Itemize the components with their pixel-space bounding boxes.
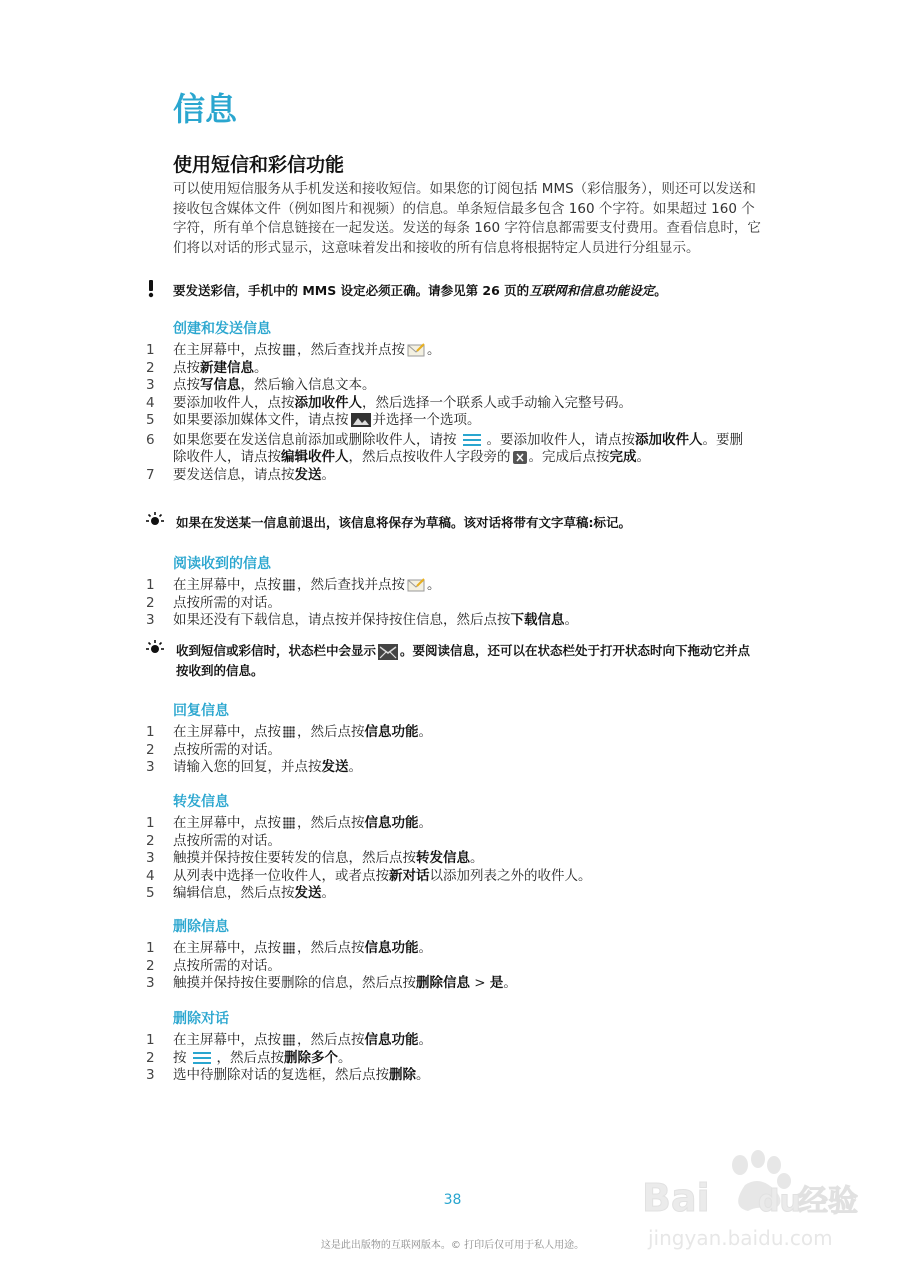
svg-text:经验: 经验: [798, 1184, 858, 1219]
list-item: 1 在主屏幕中，点按 ，然后查找并点按 。: [146, 342, 441, 358]
steps-delete-conversation: [146, 1032, 746, 1085]
steps-delete-message: [146, 940, 746, 993]
steps-reply: [146, 724, 746, 777]
menu-icon: [459, 432, 485, 448]
list-item: 1 在主屏幕中，点按 ，然后点按信息功能。: [146, 724, 432, 740]
list-item: 4 从列表中选择一位收件人，或者点按新对话以添加列表之外的收件人。: [146, 867, 592, 884]
tip-icon: [146, 640, 164, 658]
list-item: 1 在主屏幕中，点按 ，然后点按信息功能。: [146, 815, 432, 831]
list-item: 1 在主屏幕中，点按 ，然后点按信息功能。: [146, 940, 432, 956]
list-item: 3 请输入您的回复，并点按发送。: [146, 759, 362, 775]
list-item: 2 按 ，然后点按删除多个。: [146, 1049, 352, 1066]
envelope-icon: [407, 343, 425, 357]
tip-note-draft: 如果在发送某一信息前退出，该信息将保存为草稿。该对话将带有文字草稿:标记。: [176, 515, 632, 530]
svg-text:Bai: Bai: [642, 1176, 710, 1220]
section-heading-delete-message: 删除信息: [173, 919, 229, 935]
list-item: 5 如果要添加媒体文件，请点按 并选择一个选项。: [146, 412, 481, 428]
section-heading-forward: 转发信息: [173, 794, 229, 810]
apps-icon: [283, 817, 295, 829]
intro-paragraph: 可以使用短信服务从手机发送和接收短信。如果您的订阅包括 MMS（彩信服务），则还可以发送和接收包含媒体文件（例如图片和视频）的信息。单条短信最多包含 160 个字符。如果超过 160 个字符，所有单个信息链接在一起发送。发送的每条 160 字符信息都需要支付费用。查看信息时，它们将以对话的形式显示，这意味着发出和接收的所有信息将根据特定人员进行分组显示。: [173, 181, 761, 256]
svg-text:jingyan.baidu.com: jingyan.baidu.com: [648, 1226, 833, 1250]
page-number: 38: [443, 1192, 462, 1208]
apps-icon: [283, 344, 295, 356]
list-item: 2 点按所需的对话。: [146, 594, 281, 611]
list-item: 3 如果还没有下载信息，请点按并保持按住信息，然后点按下载信息。: [146, 612, 578, 628]
message-status-icon: [378, 644, 398, 660]
list-item: 6 如果您要在发送信息前添加或删除收件人，请按 。要添加收件人，请点按添加收件人。要删除收件人，请点按编辑收件人，然后点按收件人字段旁的 。完成后点按完成。: [146, 431, 743, 465]
list-item: 1 在主屏幕中，点按 ，然后点按信息功能。: [146, 1032, 432, 1048]
list-item: 3 点按写信息，然后输入信息文本。: [146, 377, 376, 393]
menu-icon: [189, 1050, 215, 1066]
list-item: 2 点按所需的对话。: [146, 741, 281, 758]
section-heading-delete-conversation: 删除对话: [173, 1011, 229, 1027]
media-icon: [351, 413, 371, 427]
list-item: 4 要添加收件人，点按添加收件人，然后选择一个联系人或手动输入完整号码。: [146, 394, 632, 411]
steps-read: [146, 577, 746, 630]
tip-icon: [146, 512, 164, 530]
list-item: 3 选中待删除对话的复选框，然后点按删除。: [146, 1067, 430, 1083]
section-heading-read: 阅读收到的信息: [173, 556, 271, 572]
tip-note-status: 收到短信或彩信时，状态栏中会显示 。要阅读信息，还可以在状态栏处于打开状态时向下拖动它并点按收到的信息。: [176, 643, 751, 678]
footer-note: 这是此出版物的互联网版本。© 打印后仅可用于私人用途。: [320, 1240, 585, 1251]
apps-icon: [283, 579, 295, 591]
steps-create: [146, 342, 746, 484]
apps-icon: [283, 1034, 295, 1046]
page-title: 信息: [173, 90, 238, 128]
warning-icon: [146, 280, 156, 298]
remove-recipient-icon: [513, 451, 527, 464]
apps-icon: [283, 726, 295, 738]
list-item: 3 触摸并保持按住要删除的信息，然后点按删除信息 > 是。: [146, 975, 517, 991]
list-item: 2 点按新建信息。: [146, 359, 268, 376]
list-item: 2 点按所需的对话。: [146, 832, 281, 849]
warning-note: 要发送彩信，手机中的 MMS 设定必须正确。请参见第 26 页的互联网和信息功能设定。: [173, 283, 667, 298]
apps-icon: [283, 942, 295, 954]
list-item: 3 触摸并保持按住要转发的信息，然后点按转发信息。: [146, 850, 484, 866]
svg-text:du: du: [758, 1184, 801, 1219]
section-title: 使用短信和彩信功能: [173, 154, 345, 176]
list-item: 2 点按所需的对话。: [146, 957, 281, 974]
steps-forward: [146, 815, 746, 903]
list-item: 5 编辑信息，然后点按发送。: [146, 885, 335, 901]
list-item: 1 在主屏幕中，点按 ，然后查找并点按 。: [146, 577, 441, 593]
section-heading-reply: 回复信息: [173, 703, 229, 719]
list-item: 7 要发送信息，请点按发送。: [146, 466, 335, 483]
section-heading-create: 创建和发送信息: [173, 321, 271, 337]
envelope-icon: [407, 578, 425, 592]
